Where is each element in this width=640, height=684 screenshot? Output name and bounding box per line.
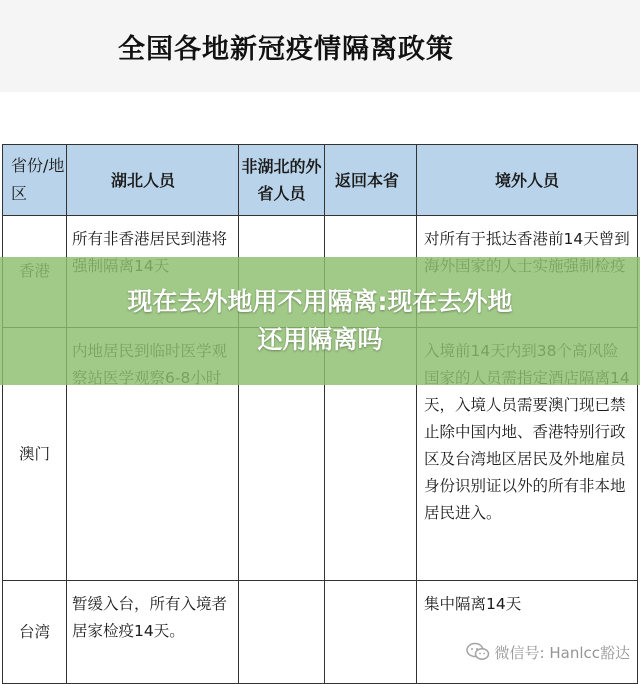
headline-text (40, 283, 600, 359)
headline-overlay (0, 257, 640, 385)
header-non-hubei: 非湖北的外省人员 (239, 145, 325, 216)
cell-return (325, 581, 417, 684)
headline-line-2: 还用隔离吗 (257, 325, 383, 354)
title-spacer (0, 92, 640, 144)
cell-hubei: 暂缓入台，所有入境者居家检疫14天。 (67, 581, 239, 684)
cell-foreign: 对所有于抵达香港前14天曾到 (417, 216, 638, 328)
cell-hubei: 所有非香港居民到港将 (67, 216, 239, 328)
policy-table (2, 144, 638, 684)
cell-foreign: 集中隔离14天 (417, 581, 638, 684)
headline-line-1: 现在去外地用不用隔离:现在去外地 (127, 287, 513, 316)
cell-foreign: 天，入境人员需要澳门现已禁止除中国内地、香港特别行政区及台湾地区居民及外地雇员身份识别证以外的所有非本地居民进入。 (417, 328, 638, 581)
title-bar (0, 0, 640, 92)
cell-region: 澳门 (3, 328, 67, 581)
header-hubei: 湖北人员 (67, 145, 239, 216)
table-row (3, 581, 638, 684)
watermark-text: 微信号: Hanlcc豁达 (494, 643, 630, 662)
header-region: 省份/地区 (3, 145, 67, 216)
page-title: 全国各地新冠疫情隔离政策 (118, 33, 454, 65)
wechat-icon (466, 642, 490, 662)
watermark (466, 639, 630, 665)
header-return: 返回本省 (325, 145, 417, 216)
table-header-row (3, 145, 638, 216)
cell-non-hubei (239, 581, 325, 684)
header-foreign: 境外人员 (417, 145, 638, 216)
cell-region: 台湾 (3, 581, 67, 684)
